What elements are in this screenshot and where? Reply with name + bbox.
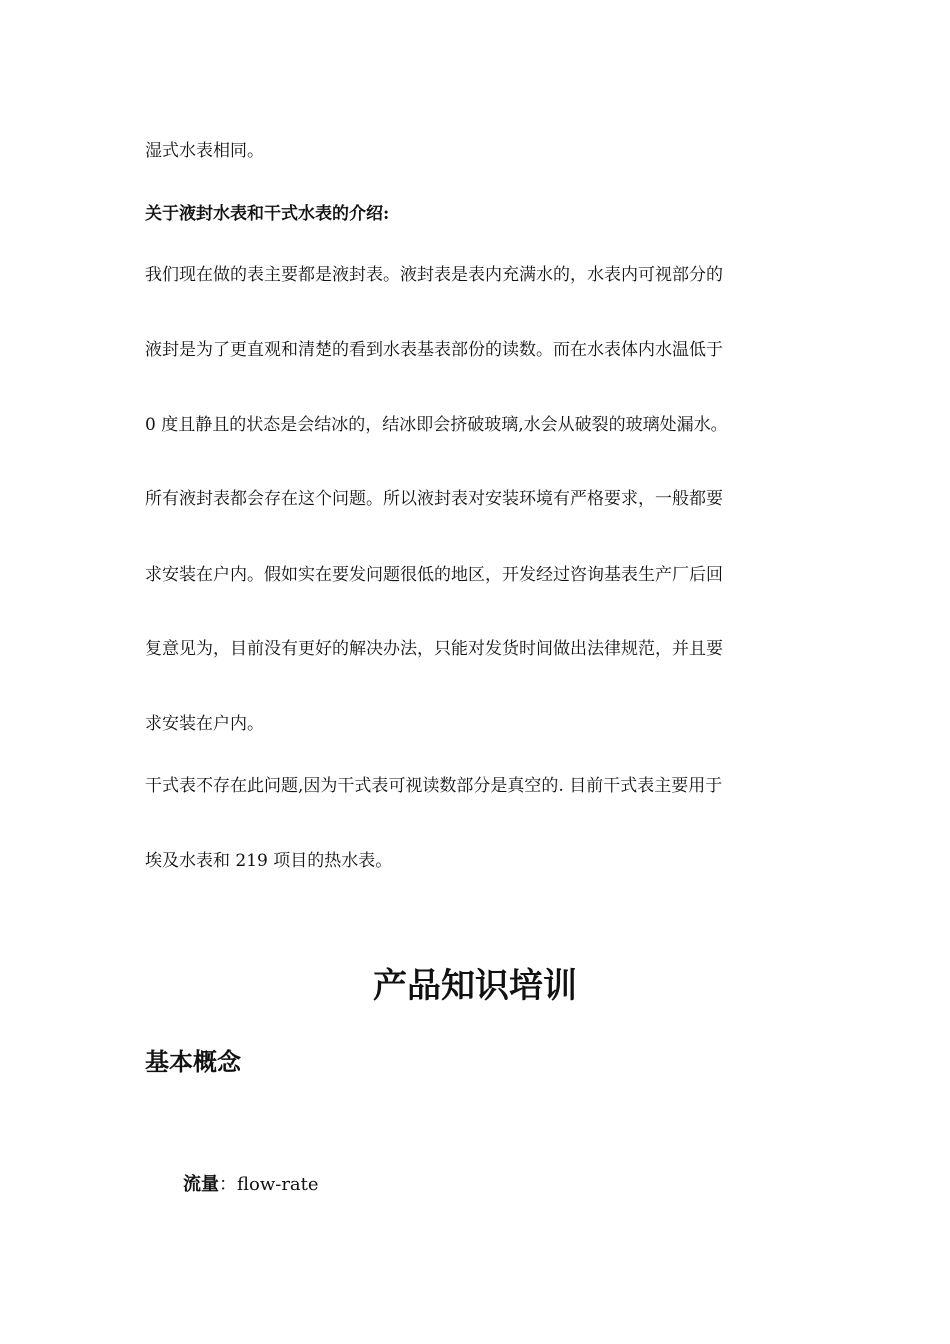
term-separator: ：	[219, 1174, 237, 1195]
paragraph-line: 所有液封表都会存在这个问题。所以液封表对安装环境有严格要求，一般都要	[145, 489, 723, 509]
section-heading: 基本概念	[145, 1047, 241, 1076]
paragraph-line: 0 度且静且的状态是会结冰的，结冰即会挤破玻璃,水会从破裂的玻璃处漏水。	[145, 415, 728, 435]
term-value: flow-rate	[237, 1174, 319, 1195]
paragraph-line: 我们现在做的表主要都是液封表。液封表是表内充满水的，水表内可视部分的	[145, 265, 723, 285]
paragraph-line: 求安装在户内。	[145, 714, 264, 734]
paragraph-line: 干式表不存在此问题,因为干式表可视读数部分是真空的. 目前干式表主要用于	[145, 776, 723, 796]
paragraph-line: 湿式水表相同。	[145, 141, 264, 161]
paragraph-line: 复意见为，目前没有更好的解决办法，只能对发货时间做出法律规范，并且要	[145, 639, 723, 659]
section-intro-heading: 关于液封水表和干式水表的介绍:	[145, 204, 390, 224]
paragraph-line: 液封是为了更直观和清楚的看到水表基表部份的读数。而在水表体内水温低于	[145, 340, 723, 360]
paragraph-line: 埃及水表和 219 项目的热水表。	[145, 851, 393, 871]
term-label: 流量	[183, 1174, 219, 1195]
term-definition	[183, 1174, 319, 1196]
paragraph-line: 求安装在户内。假如实在要发问题很低的地区，开发经过咨询基表生产厂后回	[145, 565, 723, 585]
page-title: 产品知识培训	[373, 966, 577, 1006]
